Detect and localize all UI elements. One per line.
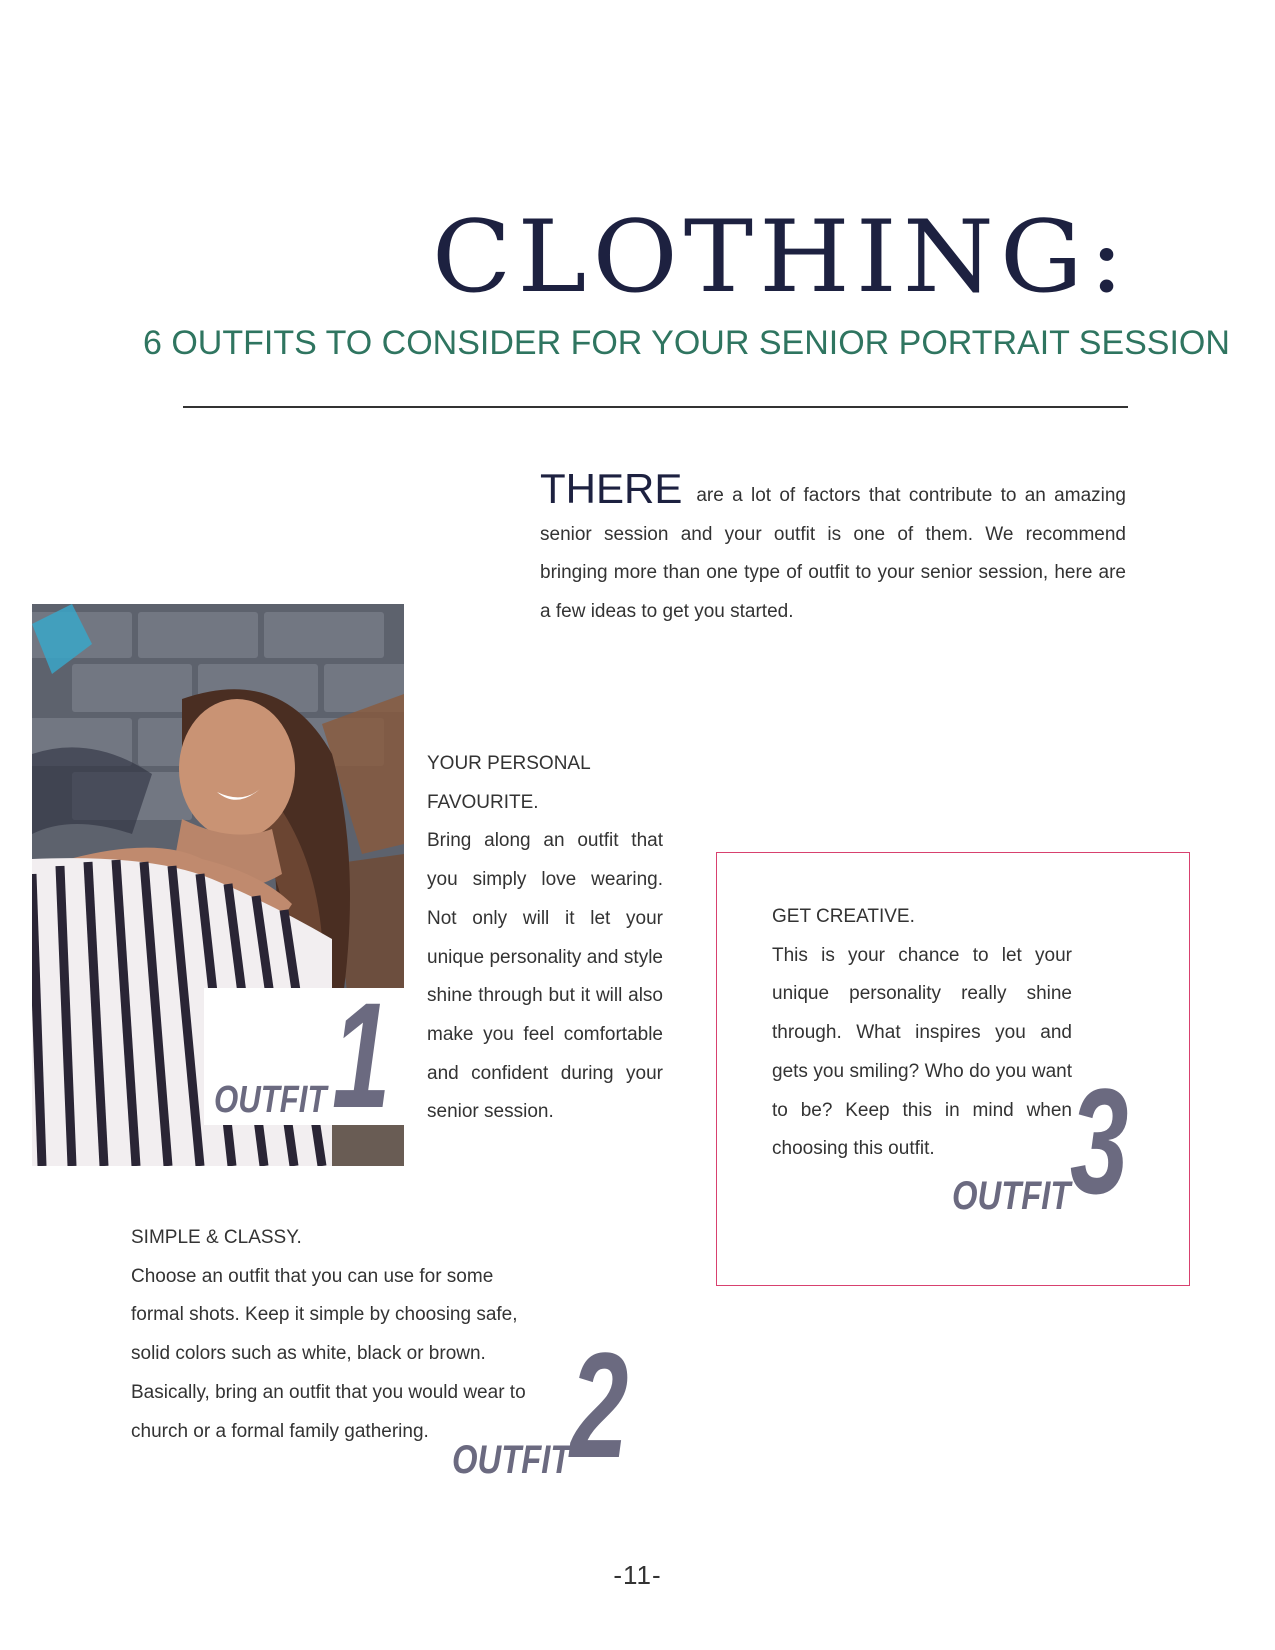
outfit-2-badge-number: 2 — [570, 1321, 629, 1489]
outfit-3-badge — [950, 1057, 1150, 1225]
outfit-2-line: Choose an outfit that you can use for some — [131, 1265, 494, 1287]
outfit-1-badge-number: 1 — [332, 971, 391, 1139]
outfit-2-line: formal shots. Keep it simple by choosing safe, — [131, 1304, 518, 1326]
outfit-3-body: This is your chance to let your unique personality really shine through. What inspires you and gets you smiling? Who do you want to be? Keep this in mind when choosing this outfit. — [772, 944, 1072, 1160]
outfit-2-badge-word: OUTFIT — [452, 1438, 571, 1482]
intro-paragraph — [540, 465, 1126, 631]
outfit-1-heading-line2: FAVOURITE. — [427, 791, 539, 813]
outfit-1-badge — [204, 971, 404, 1139]
page-number: -11- — [613, 1560, 662, 1590]
outfit-2-line: solid colors such as white, black or brown. — [131, 1343, 486, 1365]
intro-text: are a lot of factors that contribute to an amazing senior session and your outfit is one of them. We recommend bringing more than one type of outfit to your senior session, here are a few ideas to get you started. — [540, 485, 1126, 622]
page-subtitle: 6 OUTFITS TO CONSIDER FOR YOUR SENIOR PORTRAIT SESSION — [143, 324, 1230, 362]
header-divider — [183, 406, 1128, 408]
outfit-2-line: Basically, bring an outfit that you would wear to — [131, 1381, 526, 1403]
outfit-1-body: Bring along an outfit that you simply love wearing. Not only will it let your unique personality and style shine through but it will also make you feel comfortable and confident during your senior session. — [427, 830, 663, 1123]
outfit-1-heading-line1: YOUR PERSONAL — [427, 753, 591, 774]
outfit-3-badge-word: OUTFIT — [952, 1174, 1071, 1218]
intro-dropcap: THERE — [540, 465, 683, 512]
outfit-2-badge — [452, 1321, 662, 1489]
outfit-2-heading: SIMPLE & CLASSY. — [131, 1227, 302, 1248]
outfit-1-section — [427, 745, 663, 1132]
outfit-3-badge-number: 3 — [1070, 1057, 1129, 1225]
outfit-2-line: church or a formal family gathering. — [131, 1420, 429, 1442]
outfit-3-heading: GET CREATIVE. — [772, 906, 915, 927]
page-title: CLOTHING: — [431, 199, 1130, 315]
outfit-1-badge-word: OUTFIT — [214, 1079, 327, 1121]
